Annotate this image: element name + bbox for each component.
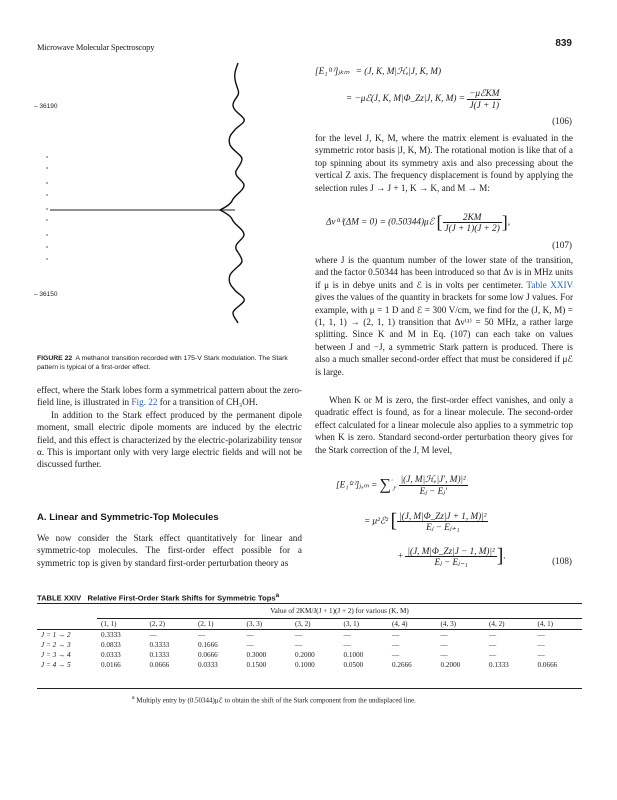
- table-xxiv-link[interactable]: Table XXIV: [526, 279, 573, 290]
- table-cell: 0.0666: [537, 661, 558, 669]
- figure-22: [30, 55, 310, 325]
- equation-106-tag: (106): [552, 116, 572, 126]
- figure-caption-label: FIGURE 22: [37, 355, 73, 362]
- stark-shift-table: [37, 606, 582, 670]
- page-number: 839: [555, 38, 572, 49]
- table-cell: —: [392, 631, 400, 639]
- figure-caption: [37, 354, 302, 372]
- table-label: TABLE XXIV: [37, 593, 82, 603]
- table-title-text: Relative First-Order Stark Shifts for Symmetric Tops: [87, 593, 276, 603]
- table-cell: —: [246, 641, 254, 649]
- table-cell: 0.1000: [343, 651, 364, 659]
- column-header: (3, 2): [295, 620, 311, 628]
- left-column: [37, 384, 302, 471]
- table-cell: —: [198, 631, 206, 639]
- row-label: J = 4 → 5: [41, 661, 71, 669]
- table-cell: —: [489, 631, 497, 639]
- column-header: (3, 1): [343, 620, 360, 628]
- column-header: (2, 1): [198, 620, 214, 628]
- table-bottom-rule: [37, 688, 582, 689]
- table-cell: 0.1333: [489, 661, 509, 669]
- table-cell: 0.0333: [101, 651, 121, 659]
- table-cell: —: [537, 651, 545, 659]
- table-cell: 0.3000: [246, 651, 267, 659]
- table-cell: 0.3333: [101, 631, 121, 639]
- table-spanner: Value of 2KM/J(J + 1)(J + 2) for various (K, M): [97, 606, 582, 619]
- table-body: [37, 630, 582, 671]
- paragraph-6: When K or M is zero, the first-order effect vanishes, and only a quadratic effect is found, as for a linear molecule. The second-order effect calculated for a linear molecule also applies to a symmetric top when K is zero. Standard second-order perturbation theory gives for the Stark correction of the J, M level,: [315, 395, 573, 455]
- table-cell: —: [489, 651, 497, 659]
- table-cell: —: [343, 631, 351, 639]
- section-heading: A. Linear and Symmetric-Top Molecules: [37, 512, 219, 523]
- table-cell: —: [440, 651, 448, 659]
- table-top-rule: [37, 603, 582, 604]
- table-cell: 0.1000: [295, 661, 315, 669]
- table-xxiv: [37, 606, 582, 670]
- y-label-top: – 36190: [34, 103, 58, 110]
- table-cell: —: [392, 651, 400, 659]
- table-cell: 0.0666: [198, 651, 218, 659]
- equation-108-line1: [E₁⁽²⁾]ⱼ,ₘ = $\sum'_{J'}$ $\frac{\text{|(J, M|ℋₑ|J′, M)|²}}{\text{Eⱼ − Eⱼ′}}$: [336, 474, 466, 496]
- table-header-row: [37, 619, 582, 630]
- table-cell: 0.1500: [246, 661, 267, 669]
- equation-108-line2: = μ²ℰ² [ $\frac{\text{|(J, M|Φ\_Zz|J + 1, M)|²}}{\text{Eⱼ − Eⱼ₊₁}}$: [364, 510, 487, 532]
- row-label: J = 2 → 3: [41, 641, 71, 649]
- table-cell: 0.0500: [343, 661, 364, 669]
- table-cell: —: [537, 641, 545, 649]
- column-header: (4, 4): [392, 620, 408, 628]
- table-cell: —: [149, 631, 157, 639]
- table-row: [37, 640, 582, 650]
- table-cell: 0.3333: [149, 641, 170, 649]
- table-cell: —: [537, 631, 545, 639]
- table-cell: —: [440, 641, 448, 649]
- running-title: Microwave Molecular Spectroscopy: [37, 42, 155, 52]
- frequency-tick-marks: [46, 157, 48, 259]
- equation-108-line3: + $\frac{\text{|(J, M|Φ\_Zz|J − 1, M)|²}}{\text{Eⱼ − Eⱼ₋₁}}$ ].: [398, 545, 506, 567]
- table-cell: —: [343, 641, 351, 649]
- column-header: (2, 2): [149, 620, 166, 628]
- table-cell: 0.0833: [101, 641, 121, 649]
- paragraph-2: In addition to the Stark effect produced by the permanent dipole moment, small electric dipole moments are induced by the electric field, and this effect is characterized by the electric-polarizability tensor α. This is important only with very large electric fields and will not be discussed further.: [37, 409, 302, 470]
- column-header: (4, 2): [489, 620, 505, 628]
- paragraph-1: effect, where the Stark lobes form a symmetrical pattern about the zero-field line, is illustrated in Fig. 22 for a transition of CH₃OH.: [37, 385, 302, 408]
- table-spanner-row: [37, 606, 582, 619]
- table-cell: 0.2000: [295, 651, 315, 659]
- table-cell: 0.0166: [101, 661, 121, 669]
- column-header: (3, 3): [246, 620, 263, 628]
- y-label-bottom: – 36150: [34, 291, 58, 298]
- table-cell: 0.1333: [149, 651, 170, 659]
- table-footnote: $^a$ Multiply entry by (0.50344)μℰ to obtain the shift of the Stark component from the undisplaced line.: [132, 695, 416, 705]
- stark-lobes-trace: [220, 63, 244, 323]
- table-cell: 0.0333: [198, 661, 218, 669]
- row-label: J = 1 → 2: [41, 631, 71, 639]
- column-header: (4, 3): [440, 620, 457, 628]
- equation-107-tag: (107): [552, 240, 572, 250]
- column-header: (4, 1): [537, 620, 554, 628]
- fig-22-link[interactable]: Fig. 22: [131, 397, 158, 408]
- table-cell: 0.2000: [440, 661, 461, 669]
- paragraph-5: where J is the quantum number of the lower state of the transition, and the factor 0.50344 has been introduced so that Δν is in MHz units if μ is in debye units and ℰ is in volts per centimeter. Table XXIV gives the values of the quantity in brackets for some low J values. For example, with μ = 1 D and ℰ = 300 V/cm, we find for the (J, K, M) = (1, 1, 1) → (2, 1, 1) transition that Δν⁽¹⁾ = 50 MHz, a rather large splitting. Since K and M in Eq. (107) can each take on values between J and −J, a symmetric Stark pattern is produced. There is also a much smaller second-order effect that must be considered if μℰ is large.: [315, 255, 573, 377]
- table-cell: —: [489, 641, 497, 649]
- equation-108-tag: (108): [552, 556, 572, 566]
- table-title: TABLE XXIV Relative First-Order Stark Shifts for Symmetric Tops$^a$: [37, 592, 280, 603]
- equation-106-line2: = −μℰ(J, K, M|Φ_Zz|J, K, M) = $\frac{\text{−μℰKM}}{J(J + 1)}$: [346, 88, 500, 110]
- spectrum-trace: [30, 55, 310, 325]
- table-cell: 0.1666: [198, 641, 218, 649]
- table-cell: —: [440, 631, 448, 639]
- table-cell: 0.0666: [149, 661, 170, 669]
- row-label: J = 3 → 4: [41, 651, 71, 659]
- table-row: [37, 650, 582, 660]
- table-cell: —: [295, 631, 303, 639]
- equation-107: Δν⁽¹⁾(ΔM = 0) = (0.50344)μℰ [ $\frac{2KM}{J(J + 1)(J + 2)}$ ],: [326, 212, 511, 233]
- figure-caption-text: A methanol transition recorded with 175-V Stark modulation. The Stark pattern is typical of a first-order effect.: [37, 355, 288, 371]
- paragraph-3: We now consider the Stark effect quantitatively for linear and symmetric-top molecules. The first-order effect possible for a symmetric top is given by standard first-order perturbation theory as: [37, 533, 302, 568]
- table-row: [37, 630, 582, 641]
- table-cell: —: [246, 631, 254, 639]
- equation-106-line1: [E₁⁽¹⁾]ⱼₖₘ = (J, K, M|ℋₑ|J, K, M): [315, 66, 442, 76]
- table-cell: 0.2666: [392, 661, 412, 669]
- paragraph-4: for the level J, K, M, where the matrix element is evaluated in the symmetric rotor basis |J, K, M). The rotational motion is like that of a top spinning about its symmetry axis and also precessing about the vertical Z axis. The frequency displacement is found by applying the selection rules J → J + 1, K → K, and M → M:: [315, 133, 573, 193]
- table-cell: —: [392, 641, 400, 649]
- table-cell: —: [295, 641, 303, 649]
- table-row: [37, 660, 582, 670]
- column-header: (1, 1): [101, 620, 117, 628]
